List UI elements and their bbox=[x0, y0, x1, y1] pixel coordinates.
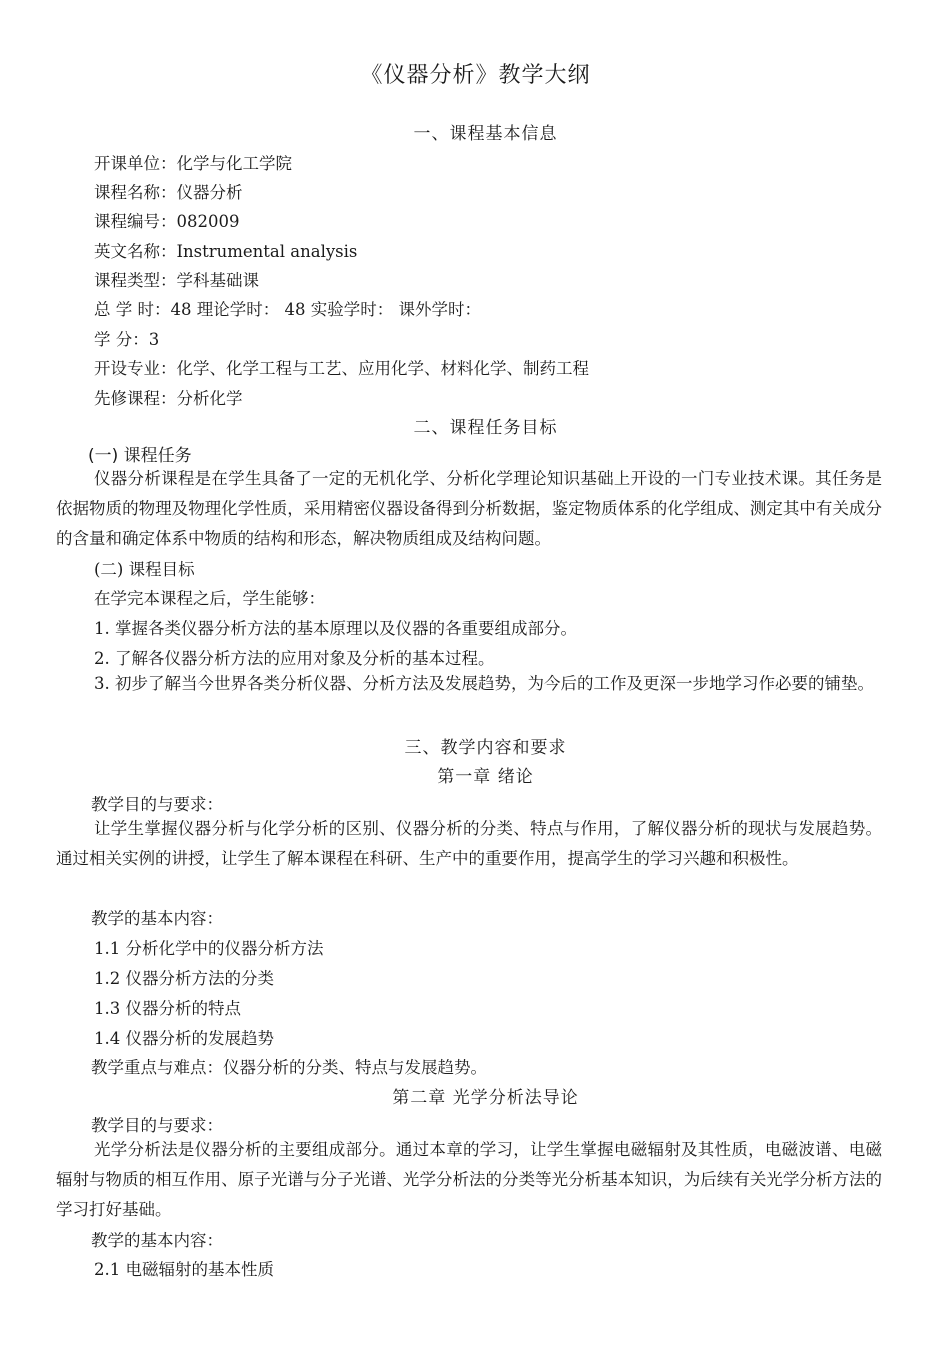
chapter1-purpose-label: 教学目的与要求： bbox=[91, 795, 223, 814]
goal-item-1: 1. 掌握各类仪器分析方法的基本原理以及仪器的各重要组成部分。 bbox=[94, 619, 577, 638]
goal-intro: 在学完本课程之后，学生能够： bbox=[94, 589, 325, 608]
chapter1-purpose-text: 让学生掌握仪器分析与化学分析的区别、仪器分析的分类、特点与作用，了解仪器分析的现状与发展趋势。通过相关实例的讲授，让学生了解本课程在科研、生产中的重要作用，提高学生的学习兴趣和积极性。 bbox=[56, 819, 882, 868]
task-heading: (一) 课程任务 bbox=[88, 446, 192, 466]
chapter2-purpose-text: 光学分析法是仪器分析的主要组成部分。通过本章的学习，让学生掌握电磁辐射及其性质，电磁波谱、电磁辐射与物质的相互作用、原子光谱与分子光谱、光学分析法的分类等光分析基本知识，为后续有关光学分析方法的学习打好基础。 bbox=[56, 1140, 882, 1219]
info-row-hours: 总 学 时：48 理论学时： 48 实验学时： 课外学时： bbox=[94, 300, 481, 319]
info-row-course-code: 课程编号：082009 bbox=[94, 212, 240, 231]
info-row-unit: 开课单位：化学与化工学院 bbox=[94, 154, 292, 173]
info-row-course-name: 课程名称：仪器分析 bbox=[94, 183, 243, 202]
chapter2-purpose-label: 教学目的与要求： bbox=[91, 1116, 223, 1135]
chapter2-item-1: 2.1 电磁辐射的基本性质 bbox=[94, 1260, 274, 1279]
goal-heading: (二) 课程目标 bbox=[94, 560, 195, 579]
info-row-majors: 开设专业：化学、化学工程与工艺、应用化学、材料化学、制药工程 bbox=[94, 359, 589, 378]
chapter1-item-1: 1.1 分析化学中的仪器分析方法 bbox=[94, 939, 324, 958]
document-title: 《仪器分析》教学大纲 bbox=[360, 63, 591, 88]
chapter2-content-label: 教学的基本内容： bbox=[91, 1231, 223, 1250]
info-row-english-name: 英文名称：Instrumental analysis bbox=[94, 242, 358, 261]
chapter1-item-3: 1.3 仪器分析的特点 bbox=[94, 999, 241, 1018]
chapter1-key-points: 教学重点与难点：仪器分析的分类、特点与发展趋势。 bbox=[91, 1058, 487, 1077]
chapter2-title: 第二章 光学分析法导论 bbox=[392, 1088, 579, 1108]
goal-item-3: 3. 初步了解当今世界各类分析仪器、分析方法及发展趋势，为今后的工作及更深一步地学习作必要的铺垫。 bbox=[94, 674, 874, 693]
chapter1-item-4: 1.4 仪器分析的发展趋势 bbox=[94, 1029, 274, 1048]
section2-heading: 二、课程任务目标 bbox=[413, 418, 558, 438]
info-row-credits: 学 分：3 bbox=[94, 330, 160, 349]
info-row-course-type: 课程类型：学科基础课 bbox=[94, 271, 259, 290]
section3-heading: 三、教学内容和要求 bbox=[404, 738, 567, 758]
task-paragraph: 仪器分析课程是在学生具备了一定的无机化学、分析化学理论知识基础上开设的一门专业技术课。其任务是依据物质的物理及物理化学性质，采用精密仪器设备得到分析数据，鉴定物质体系的化学组成、测定其中有关成分的含量和确定体系中物质的结构和形态，解决物质组成及结构问题。 bbox=[56, 469, 882, 548]
chapter1-item-2: 1.2 仪器分析方法的分类 bbox=[94, 969, 274, 988]
chapter1-title: 第一章 绪论 bbox=[437, 767, 534, 787]
info-row-prerequisites: 先修课程：分析化学 bbox=[94, 389, 243, 408]
section1-heading: 一、课程基本信息 bbox=[413, 124, 558, 144]
chapter1-content-label: 教学的基本内容： bbox=[91, 909, 223, 928]
goal-item-2: 2. 了解各仪器分析方法的应用对象及分析的基本过程。 bbox=[94, 649, 495, 668]
